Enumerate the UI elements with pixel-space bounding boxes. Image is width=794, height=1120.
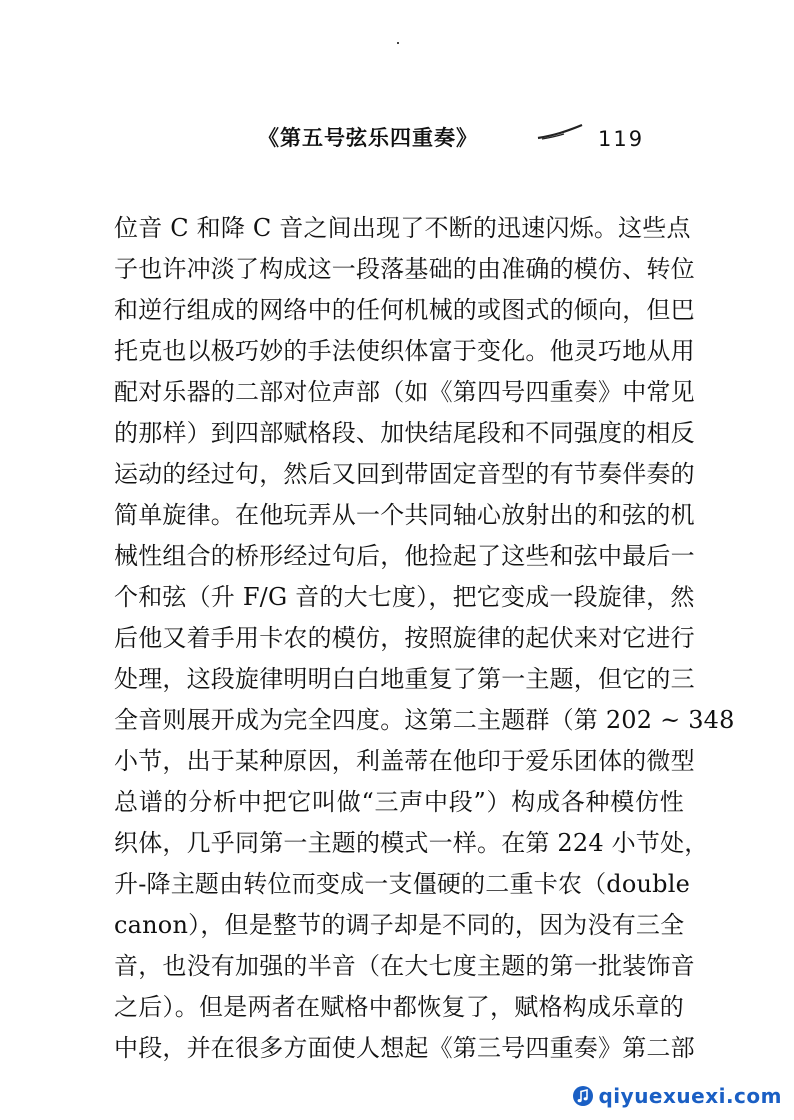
page-number: 119 (598, 127, 645, 151)
text-line: canon），但是整节的调子却是不同的，因为没有三全 (114, 911, 685, 939)
site-watermark (572, 1082, 782, 1110)
running-header (0, 118, 794, 158)
text-line: 音，也没有加强的半音（在大七度主题的第一批装饰音 (114, 952, 695, 980)
text-line: 个和弦（升 F/G 音的大七度），把它变成一段旋律，然 (114, 583, 695, 611)
text-line: 械性组合的桥形经过句后，他捡起了这些和弦中最后一 (114, 542, 695, 570)
text-line: 和逆行组成的网络中的任何机械的或图式的倾向，但巴 (114, 296, 695, 324)
text-line: 中段，并在很多方面使人想起《第三号四重奏》第二部 (114, 1034, 695, 1062)
text-line: 之后）。但是两者在赋格中都恢复了，赋格构成乐章的 (114, 993, 684, 1021)
body-text (114, 208, 735, 1069)
text-line: 运动的经过句，然后又回到带固定音型的有节奏伴奏的 (114, 460, 695, 488)
header-ornament-icon (536, 122, 584, 144)
text-line: 托克也以极巧妙的手法使织体富于变化。他灵巧地从用 (114, 337, 695, 365)
text-line: 配对乐器的二部对位声部（如《第四号四重奏》中常见 (114, 378, 695, 406)
text-line: 处理，这段旋律明明白白地重复了第一主题，但它的三 (114, 665, 695, 693)
text-line: 子也许冲淡了构成这一段落基础的由准确的模仿、转位 (114, 255, 695, 283)
running-header-title: 《第五号弦乐四重奏》 (258, 125, 478, 150)
text-line: 小节，出于某种原因，利盖蒂在他印于爱乐团体的微型 (114, 747, 695, 775)
text-line: 简单旋律。在他玩弄从一个共同轴心放射出的和弦的机 (114, 501, 695, 529)
watermark-text: qiyuexuexi.com (598, 1084, 782, 1108)
text-line: 后他又着手用卡农的模仿，按照旋律的起伏来对它进行 (114, 624, 695, 652)
text-line: 全音则展开成为完全四度。这第二主题群（第 202 ~ 348 (114, 706, 735, 734)
scan-speck (397, 42, 399, 44)
text-line: 织体，几乎同第一主题的模式一样。在第 224 小节处， (114, 829, 709, 857)
music-note-icon (572, 1085, 594, 1107)
text-line: 的那样）到四部赋格段、加快结尾段和不同强度的相反 (114, 419, 695, 447)
text-line: 位音 C 和降 C 音之间出现了不断的迅速闪烁。这些点 (114, 214, 691, 242)
text-line: 升-降主题由转位而变成一支僵硬的二重卡农（double (114, 870, 691, 898)
text-line: 总谱的分析中把它叫做“三声中段”）构成各种模仿性 (114, 788, 684, 816)
